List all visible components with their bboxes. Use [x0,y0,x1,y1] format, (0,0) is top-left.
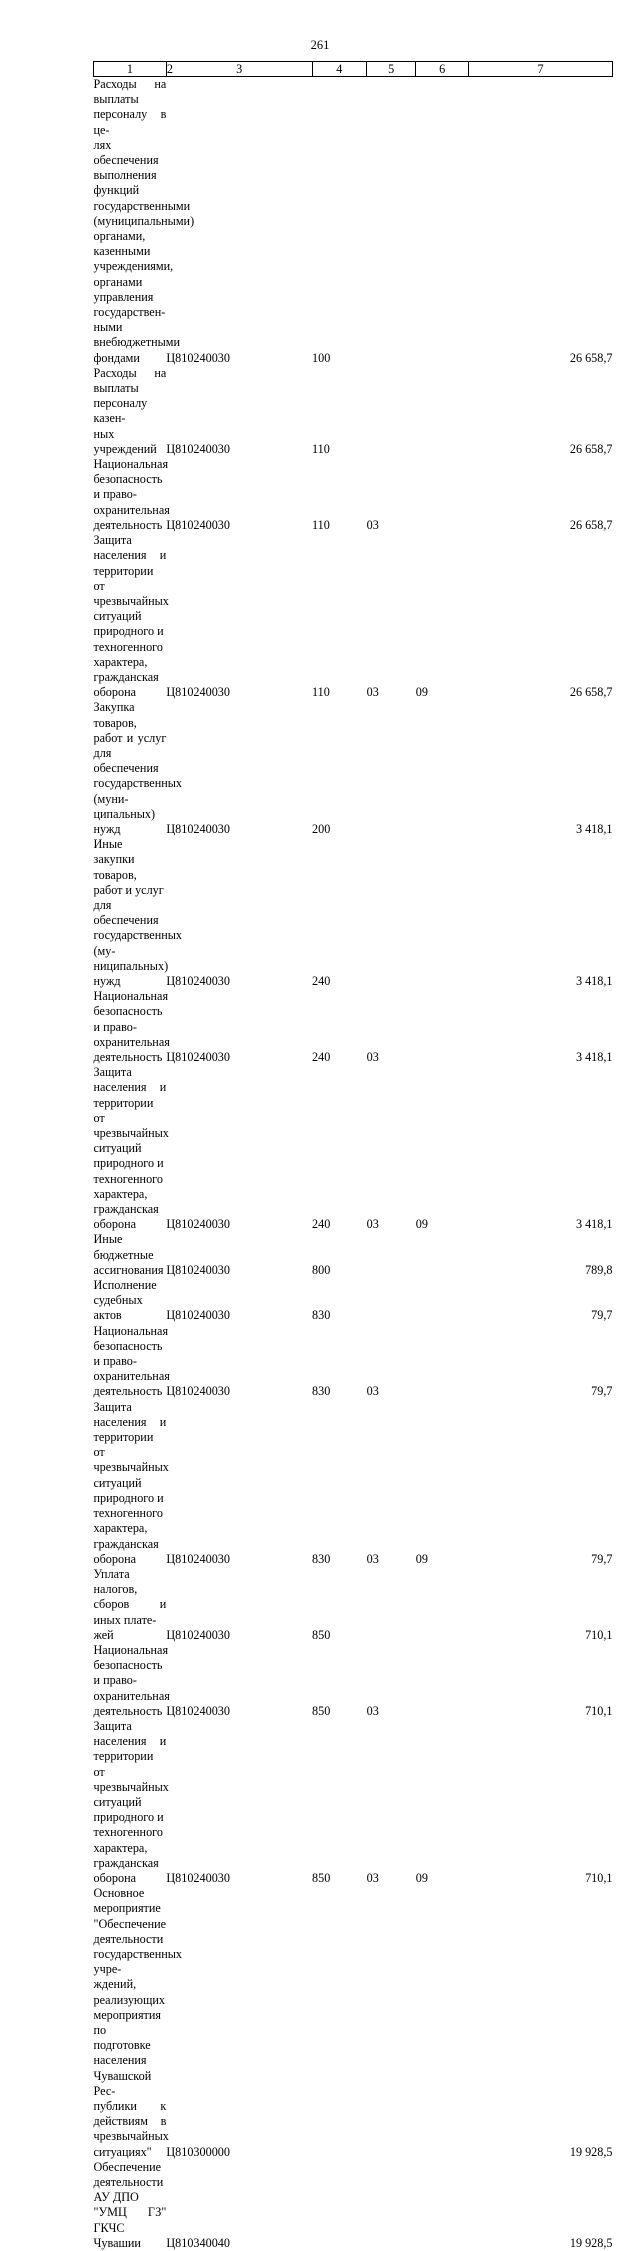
row-name-line: жей [93,1627,114,1642]
row-name-line: чрезвычайных ситуаций природного и [93,1779,169,1825]
row-sum: 26 658,7 [569,350,613,365]
row-expense-type: 240 [312,1217,331,1232]
row-sum: 710,1 [585,1627,613,1642]
row-section [367,1278,416,1324]
row-section: 03 [366,685,379,700]
row-name-line: оборона [93,1217,137,1232]
row-name-line: Защита населения и территории от [93,533,167,593]
row-expense-type: 830 [312,1384,331,1399]
table-row [94,1278,613,1324]
row-subsection [416,77,469,366]
row-sum: 710,1 [585,1870,613,1885]
row-code: Ц810240030 [166,1627,230,1642]
row-name [93,1642,170,1719]
table-row [94,1324,613,1400]
table-row [94,77,613,366]
row-name-line: Иные бюджетные ассигнования [93,1232,164,1277]
row-name-line: деятельности государственных учре- [93,1931,183,1977]
row-sum: 26 658,7 [569,441,613,456]
row-name-line: публики к действиям в чрезвычайных [93,2099,169,2144]
row-name [94,1065,167,1232]
row-name [93,1886,183,2160]
row-subsection [416,1643,469,1719]
row-code: Ц810240030 [166,350,230,365]
row-subsection: 09 [415,685,428,700]
row-code: Ц810240030 [166,1551,230,1566]
row-code: Ц810240030 [166,517,230,532]
row-section: 03 [366,1217,379,1232]
row-expense-type: 200 [312,821,331,836]
page-number: 261 [310,38,330,52]
row-subsection [416,1232,469,1278]
row-section: 03 [366,1870,379,1885]
row-subsection [416,989,469,1065]
row-section [367,2160,416,2251]
row-sum: 3 418,1 [575,821,613,836]
row-section [367,366,416,457]
row-section: 03 [366,1703,379,1718]
row-code: Ц810240030 [166,1050,230,1064]
row-expense-type: 240 [312,973,331,988]
row-name [94,533,167,700]
column-header: 4 [312,62,367,77]
table-row [94,1400,613,1567]
row-subsection [416,1324,469,1400]
row-name-line: Национальная безопасность и право- [93,989,169,1034]
row-expense-type [312,2160,367,2251]
row-name [94,1567,167,1643]
row-name-line: Основное мероприятие "Обеспечение [93,1886,167,1931]
row-name-line: Иные закупки товаров, работ и услуг [93,837,164,897]
table-row [94,457,613,533]
row-name [93,989,170,1065]
row-sum: 26 658,7 [569,517,613,532]
row-section [367,77,416,366]
row-name-line: Защита населения и территории от [93,1718,167,1779]
table-row [94,837,613,989]
row-code: Ц810300000 [166,2144,230,2159]
row-code: Ц810240030 [166,1870,230,1885]
row-name-line: ситуациях" [93,2144,152,2159]
row-section [367,1567,416,1643]
row-subsection [416,1886,469,2160]
row-expense-type: 110 [312,685,330,700]
row-name [93,837,183,989]
row-sum: 3 418,1 [575,1050,613,1064]
row-name-line: подготовке населения Чувашской Рес- [93,2038,152,2098]
row-name-line: Закупка товаров, работ и услуг для [93,700,167,760]
row-name-line: ципальных) нужд [93,806,156,836]
row-sum: 3 418,1 [575,973,613,988]
row-name-line: ных учреждений [93,426,157,456]
row-expense-type: 850 [312,1627,331,1642]
row-sum: 710,1 [585,1703,613,1718]
row-expense-type: 240 [312,1050,331,1064]
row-name-line: лях обеспечения выполнения функций [93,137,159,198]
row-name-line: органами, казенными учреждениями, [93,229,174,274]
row-name [94,1232,167,1278]
row-subsection [416,700,469,837]
row-name-line: Национальная безопасность и право- [93,1642,169,1688]
row-name-line: чрезвычайных ситуаций природного и [93,1460,169,1505]
row-name-line: оборона [93,1870,137,1885]
row-name [94,366,167,457]
row-name-line: обеспечения государственных (муни- [93,761,183,806]
row-name-line: Защита населения и территории от [93,1399,167,1460]
row-name [94,1278,167,1324]
row-subsection: 09 [415,1217,428,1232]
row-code: Ц810240030 [166,973,230,988]
row-name-line: охранительная деятельность [93,1034,170,1064]
row-section [367,1232,416,1278]
row-expense-type: 110 [312,441,330,456]
row-subsection [416,457,469,533]
row-name [94,2160,167,2251]
row-name-line: органами управления государствен- [93,274,166,320]
row-name-line: Национальная безопасность и право- [93,1323,169,1369]
row-name-line: Защита населения и территории от [93,1065,167,1125]
row-name-line: техногенного характера, гражданская [93,1825,163,1870]
row-name-line: техногенного характера, гражданская [93,1506,163,1551]
row-expense-type: 800 [312,1262,331,1277]
table-row [94,366,613,457]
column-header: 3 [166,62,312,77]
row-expense-type: 110 [312,517,330,532]
row-subsection [416,1567,469,1643]
row-name-line: ниципальных) нужд [93,958,169,988]
row-name-line: чрезвычайных ситуаций природного и [93,593,169,639]
row-sum: 26 658,7 [569,685,613,700]
budget-table [93,61,613,2251]
header-row: 1 2 3 4 5 6 7 [94,62,613,77]
row-subsection: 09 [415,1551,428,1566]
row-name-line: ными внебюджетными фондами [93,320,181,365]
row-name [93,1323,170,1400]
row-name-line: оборона [93,1551,137,1566]
row-name-line: Уплата налогов, сборов и иных плате- [93,1566,167,1627]
row-sum: 19 928,5 [569,2235,613,2250]
row-name-line: Национальная безопасность и право- [93,457,169,502]
column-header: 6 [416,62,469,77]
row-name-line: ждений, реализующих мероприятия по [93,1977,166,2037]
row-expense-type: 100 [312,350,331,365]
row-name [94,1400,167,1567]
row-name-line: "УМЦ ГЗ" ГКЧС Чувашии [93,2205,167,2250]
row-section [367,837,416,989]
table-row [94,1643,613,1719]
row-sum: 19 928,5 [569,2144,613,2159]
row-name [94,1719,167,1886]
row-name-line: охранительная деятельность [93,502,170,532]
row-code: Ц810240030 [166,685,230,700]
row-name-line: техногенного характера, гражданская [93,1171,163,1217]
table-row [94,1719,613,1886]
column-header: 1 [94,62,167,77]
row-code: Ц810240030 [166,1217,230,1232]
table-row [94,1567,613,1643]
row-name-line: Расходы на выплаты персоналу казен- [93,365,167,426]
table-row [94,2160,613,2251]
table-row [94,700,613,837]
row-expense-type: 850 [312,1870,331,1885]
row-name [93,457,170,533]
row-name-line: государственными (муниципальными) [93,198,195,228]
table-row [94,989,613,1065]
row-section: 03 [366,517,379,532]
row-section: 03 [366,1384,379,1399]
row-name-line: оборона [93,685,137,700]
row-sum: 79,7 [591,1384,613,1399]
table-row [94,1065,613,1232]
row-subsection [416,1278,469,1324]
row-code: Ц810240030 [166,441,230,456]
row-name-line: охранительная деятельность [93,1688,170,1718]
row-name-line: охранительная деятельность [93,1369,170,1399]
row-name-line: для обеспечения государственных (му- [93,897,183,958]
row-subsection [416,366,469,457]
row-code: Ц810340040 [166,2235,230,2250]
column-header: 7 [469,62,613,77]
row-code: Ц810240030 [166,1308,230,1323]
row-name-line: чрезвычайных ситуаций природного и [93,1126,169,1171]
row-code: Ц810240030 [166,821,230,836]
row-expense-type: 850 [312,1703,331,1718]
row-subsection: 09 [415,1870,428,1885]
row-section: 03 [366,1050,379,1064]
row-code: Ц810240030 [166,1384,230,1399]
row-name-line: Обеспечение деятельности АУ ДПО [93,2159,164,2205]
row-name [93,700,183,837]
row-sum: 789,8 [585,1262,613,1277]
row-code: Ц810240030 [166,1703,230,1718]
table-row [94,1886,613,2160]
row-section: 03 [366,1551,379,1566]
row-name-line: Исполнение судебных актов [93,1278,157,1323]
row-code: Ц810240030 [166,1262,230,1277]
row-sum: 3 418,1 [575,1217,613,1232]
row-expense-type: 830 [312,1551,331,1566]
row-name [93,77,195,366]
row-subsection [416,2160,469,2251]
row-sum: 79,7 [591,1308,613,1323]
row-sum: 79,7 [591,1551,613,1566]
row-section [367,700,416,837]
row-expense-type: 830 [312,1308,331,1323]
row-section [367,1886,416,2160]
table-row [94,533,613,700]
table-row [94,1232,613,1278]
column-header: 5 [367,62,416,77]
row-expense-type [312,1886,367,2160]
row-name-line: Расходы на выплаты персоналу в це- [93,77,167,137]
row-name-line: техногенного характера, гражданская [93,639,163,684]
row-subsection [416,837,469,989]
